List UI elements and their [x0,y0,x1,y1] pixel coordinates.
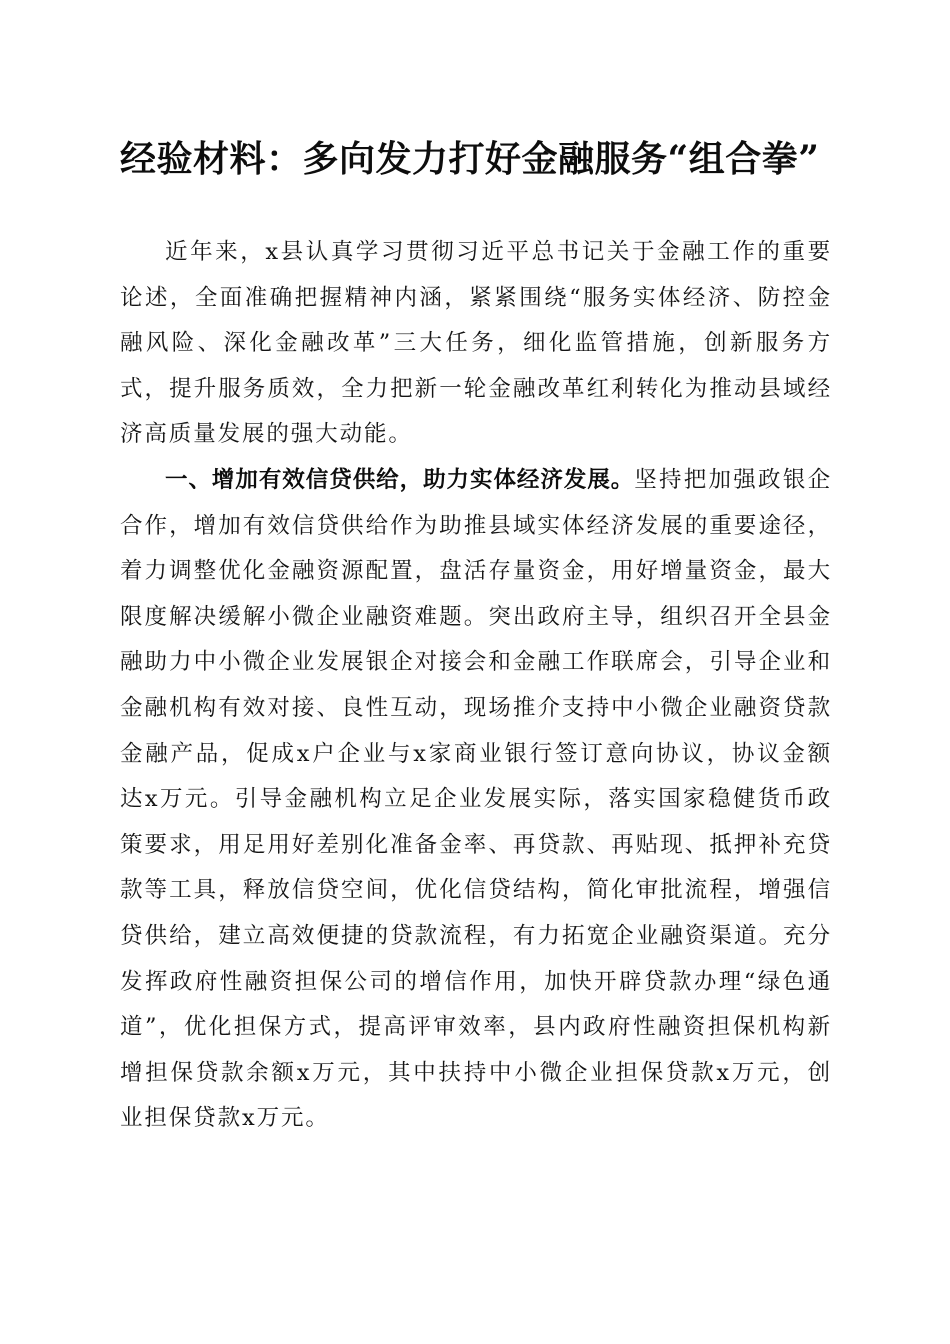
section-1-body: 坚持把加强政银企合作，增加有效信贷供给作为助推县域实体经济发展的重要途径，着力调整优化金融资源配置，盘活存量资金，用好增量资金，最大限度解决缓解小微企业融资难题。突出政府主导，组织召开全县金融助力中小微企业发展银企对接会和金融工作联席会，引导企业和金融机构有效对接、良性互动，现场推介支持中小微企业融资贷款金融产品，促成x户企业与x家商业银行签订意向协议，协议金额达x万元。引导金融机构立足企业发展实际，落实国家稳健货币政策要求，用足用好差别化准备金率、再贷款、再贴现、抵押补充贷款等工具，释放信贷空间，优化信贷结构，简化审批流程，增强信贷供给，建立高效便捷的贷款流程，有力拓宽企业融资渠道。充分发挥政府性融资担保公司的增信作用，加快开辟贷款办理“绿色通道”，优化担保方式，提高评审效率，县内政府性融资担保机构新增担保贷款余额x万元，其中扶持中小微企业担保贷款x万元，创业担保贷款x万元。 [120,466,832,1132]
section-1-heading: 一、增加有效信贷供给，助力实体经济发展。 [165,466,635,493]
document-body [120,230,832,1142]
document-title: 经验材料：多向发力打好金融服务“组合拳” [120,138,820,180]
intro-paragraph: 近年来，x县认真学习贯彻习近平总书记关于金融工作的重要论述，全面准确把握精神内涵，紧紧围绕“服务实体经济、防控金融风险、深化金融改革”三大任务，细化监管措施，创新服务方式，提升服务质效，全力把新一轮金融改革红利转化为推动县域经济高质量发展的强大动能。 [120,239,832,448]
section-1-paragraph [120,458,832,1142]
